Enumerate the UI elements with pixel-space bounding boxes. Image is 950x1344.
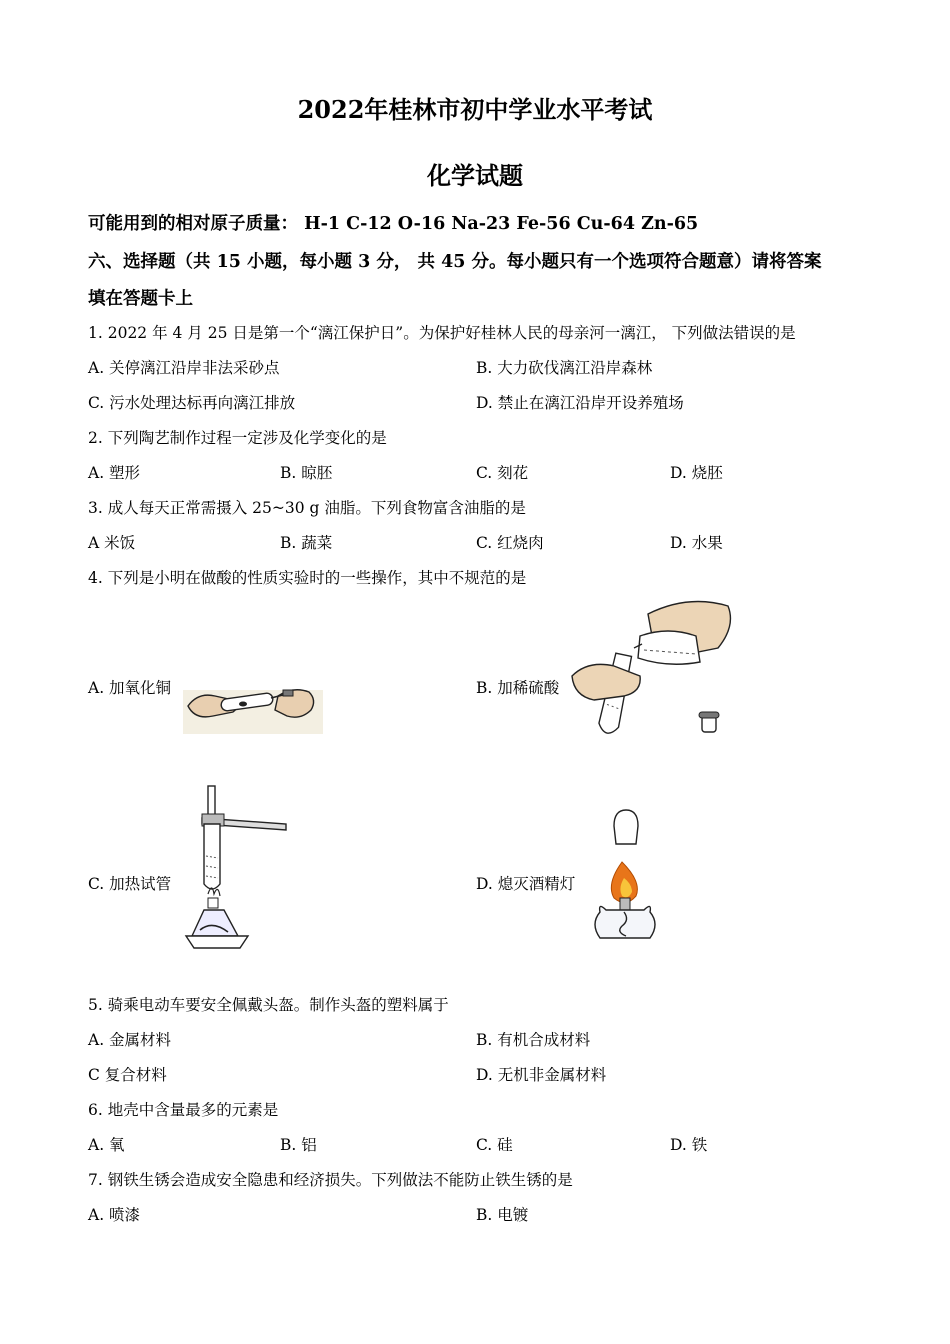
- question-7-stem: 7. 钢铁生锈会造成安全隐患和经济损失。下列做法不能防止铁生锈的是: [88, 1171, 573, 1189]
- page-subtitle: 化学试题: [427, 161, 523, 190]
- question-4-option-b[interactable]: B. 加稀硫酸: [476, 679, 560, 697]
- atomic-masses: 可能用到的相对原子质量： H-1 C-12 O-16 Na-23 Fe-56 Cu-64 Zn-65: [88, 214, 699, 234]
- question-6-option-b[interactable]: B. 铝: [280, 1136, 317, 1154]
- question-3-option-b[interactable]: B. 蔬菜: [280, 534, 333, 552]
- question-2-option-b[interactable]: B. 晾胚: [280, 464, 333, 482]
- question-4-option-c[interactable]: C. 加热试管: [88, 875, 172, 893]
- question-3-option-c[interactable]: C. 红烧肉: [476, 534, 544, 552]
- page-title: 2022年桂林市初中学业水平考试: [297, 95, 653, 124]
- question-5-option-c[interactable]: C 复合材料: [88, 1066, 167, 1084]
- question-1-stem: 1. 2022 年 4 月 25 日是第一个“漓江保护日”。为保护好桂林人民的母亲河一漓江， 下列做法错误的是: [88, 324, 796, 342]
- question-6-stem: 6. 地壳中含量最多的元素是: [88, 1101, 279, 1119]
- question-3-option-d[interactable]: D. 水果: [670, 534, 723, 552]
- section-heading-line2: 填在答题卡上: [88, 289, 193, 309]
- adding-copper-oxide-icon: [183, 676, 323, 736]
- question-2-option-d[interactable]: D. 烧胚: [670, 464, 723, 482]
- question-4-stem: 4. 下列是小明在做酸的性质实验时的一些操作，其中不规范的是: [88, 569, 527, 587]
- question-6-option-a[interactable]: A. 氧: [88, 1136, 125, 1154]
- question-5-option-b[interactable]: B. 有机合成材料: [476, 1031, 591, 1049]
- question-2-stem: 2. 下列陶艺制作过程一定涉及化学变化的是: [88, 429, 387, 447]
- question-5-stem: 5. 骑乘电动车要安全佩戴头盔。制作头盔的塑料属于: [88, 996, 449, 1014]
- question-2-option-c[interactable]: C. 刻花: [476, 464, 529, 482]
- question-7-option-a[interactable]: A. 喷漆: [88, 1206, 141, 1224]
- question-3-option-a[interactable]: A 米饭: [88, 534, 136, 552]
- question-4-option-a[interactable]: A. 加氧化铜: [88, 679, 172, 697]
- question-5-option-a[interactable]: A. 金属材料: [88, 1031, 172, 1049]
- question-6-option-d[interactable]: D. 铁: [670, 1136, 708, 1154]
- question-2-option-a[interactable]: A. 塑形: [88, 464, 141, 482]
- question-4-option-d[interactable]: D. 熄灭酒精灯: [476, 875, 576, 893]
- question-5-option-d[interactable]: D. 无机非金属材料: [476, 1066, 607, 1084]
- pouring-dilute-sulfuric-acid-icon: [568, 596, 738, 746]
- question-1-option-d[interactable]: D. 禁止在漓江沿岸开设养殖场: [476, 394, 684, 412]
- question-1-option-c[interactable]: C. 污水处理达标再向漓江排放: [88, 394, 296, 412]
- question-6-option-c[interactable]: C. 硅: [476, 1136, 513, 1154]
- question-1-option-b[interactable]: B. 大力砍伐漓江沿岸森林: [476, 359, 653, 377]
- heating-test-tube-icon: [182, 786, 292, 954]
- extinguishing-alcohol-lamp-icon: [584, 806, 664, 948]
- question-3-stem: 3. 成人每天正常需摄入 25~30 g 油脂。下列食物富含油脂的是: [88, 499, 526, 517]
- section-heading-line1: 六、选择题（共 15 小题，每小题 3 分， 共 45 分。每小题只有一个选项符合题意）请将答案: [88, 252, 822, 272]
- question-7-option-b[interactable]: B. 电镀: [476, 1206, 529, 1224]
- question-1-option-a[interactable]: A. 关停漓江沿岸非法采砂点: [88, 359, 280, 377]
